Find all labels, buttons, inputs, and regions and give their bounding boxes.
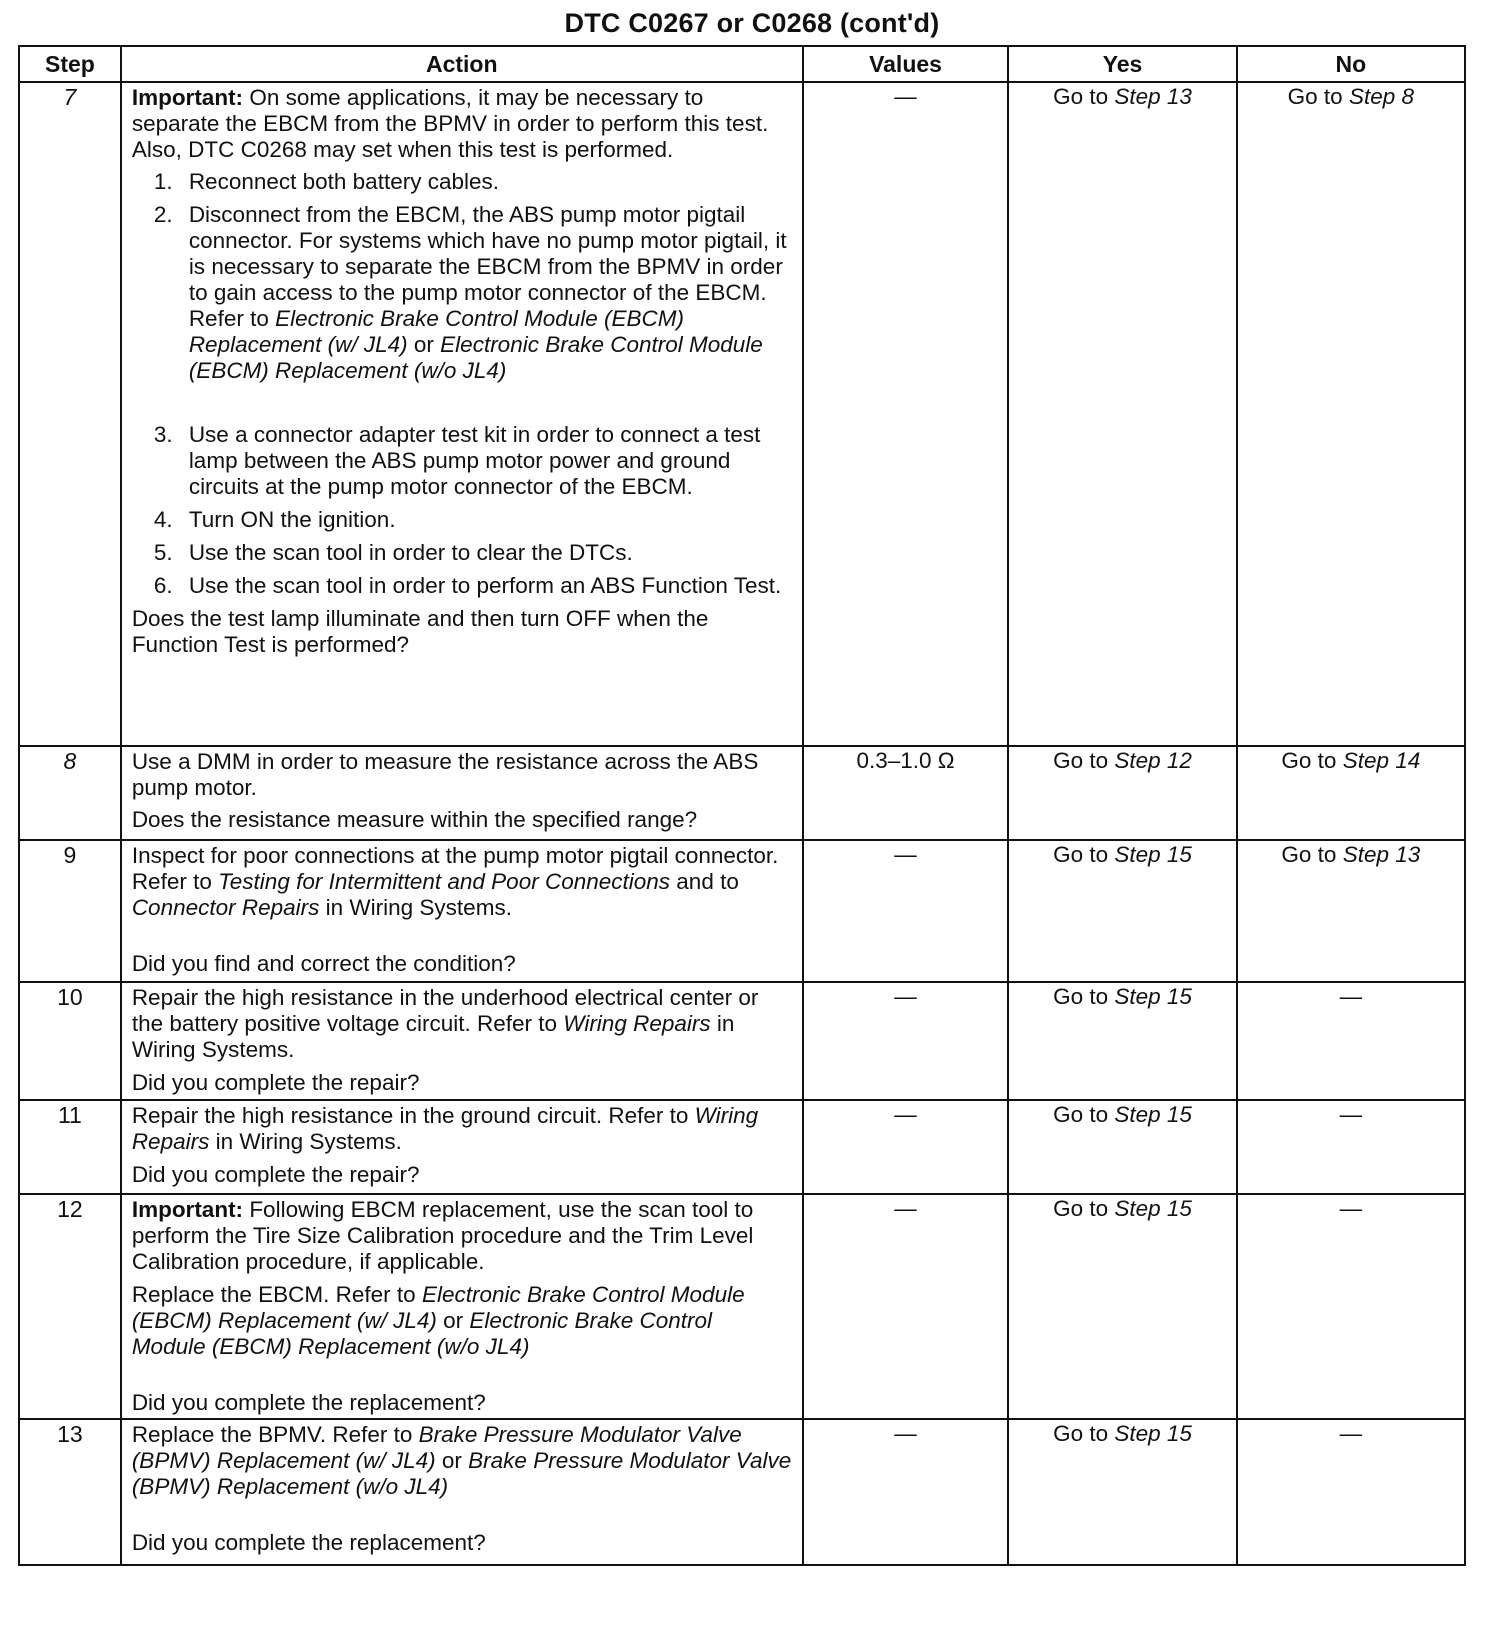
action-cell	[121, 82, 803, 746]
action-cell: Replace the BPMV. Refer to Brake Pressure Modulator Valve (BPMV) Replacement (w/ JL4) or Brake Pressure Modulator Valve (BPMV) Replacement (w/o JL4) Did you complete the replacement?	[121, 1419, 803, 1565]
no-cell: Go to Step 13	[1237, 840, 1465, 982]
reference-link: Electronic Brake Control Module (EBCM) Replacement (w/o JL4)	[188, 332, 763, 383]
list-item: 4. Turn ON the ignition.	[153, 507, 396, 532]
list-item: 3. Use a connector adapter test kit in order to connect a test lamp between the ABS pump motor power and ground circuits at the pump motor connector of the EBCM.	[153, 422, 761, 499]
important-label: Important:	[131, 85, 244, 110]
table-row	[19, 746, 1465, 840]
values-cell: —	[803, 1194, 1009, 1419]
yes-cell: Go to Step 15	[1008, 1194, 1236, 1419]
page-title: DTC C0267 or C0268 (cont'd)	[564, 8, 940, 38]
reference-link: Wiring Repairs	[563, 1011, 711, 1036]
step-reference: Step 14	[1342, 748, 1421, 773]
column-header-no: No	[1237, 46, 1465, 82]
no-cell: —	[1237, 982, 1465, 1100]
step-reference: Step 15	[1114, 1196, 1192, 1221]
step-number: 7	[19, 82, 121, 746]
reference-link: Electronic Brake Control Module (EBCM) Replacement (w/ JL4)	[188, 306, 684, 357]
yes-cell: Go to Step 15	[1008, 1419, 1236, 1565]
table-row	[19, 1100, 1465, 1194]
step-reference: Step 12	[1114, 748, 1192, 773]
step-reference: Step 15	[1114, 984, 1192, 1009]
list-item: 6. Use the scan tool in order to perform an ABS Function Test.	[153, 573, 782, 598]
yes-cell: Go to Step 15	[1008, 840, 1236, 982]
no-cell: Go to Step 8	[1237, 82, 1465, 746]
reference-link: Electronic Brake Control Module (EBCM) Replacement (w/o JL4)	[131, 1308, 713, 1359]
column-header-action: Action	[121, 46, 803, 82]
list-item: 1. Reconnect both battery cables.	[153, 169, 500, 194]
yes-cell: Go to Step 13	[1008, 82, 1236, 746]
yes-cell: Go to Step 12	[1008, 746, 1236, 840]
reference-link: Testing for Intermittent and Poor Connections	[218, 869, 671, 894]
step-number: 12	[19, 1194, 121, 1419]
table-row	[19, 82, 1465, 746]
step-reference: Step 13	[1342, 842, 1421, 867]
question-text: Did you complete the repair?	[131, 1070, 420, 1095]
column-header-step: Step	[19, 46, 121, 82]
step-number: 8	[19, 746, 121, 840]
question-text: Did you complete the replacement?	[131, 1390, 486, 1415]
no-cell: —	[1237, 1194, 1465, 1419]
action-cell: Important: Following EBCM replacement, use the scan tool to perform the Tire Size Calibration procedure and the Trim Level Calibration procedure, if applicable. Replace the EBCM. Refer to Electronic Brake Control Module (EBCM) Replacement (w/ JL4) or Electronic Brake Control Module (EBCM) Replacement (w/o JL4) Did you complete the replacement?	[121, 1194, 803, 1419]
reference-link: Wiring Repairs	[131, 1103, 759, 1154]
action-cell: Repair the high resistance in the ground circuit. Refer to Wiring Repairs in Wiring Systems. Did you complete the repair?	[121, 1100, 803, 1194]
list-item: 2. Disconnect from the EBCM, the ABS pump motor pigtail connector. For systems which have no pump motor pigtail, it is necessary to separate the EBCM from the BPMV in order to gain access to the pump motor connector of the EBCM. Refer to Electronic Brake Control Module (EBCM) Replacement (w/ JL4) or Electronic Brake Control Module (EBCM) Replacement (w/o JL4)	[153, 202, 787, 383]
values-cell: —	[803, 1100, 1009, 1194]
step-number: 11	[19, 1100, 121, 1194]
reference-link: Brake Pressure Modulator Valve (BPMV) Replacement (w/ JL4)	[131, 1422, 742, 1473]
table-row	[19, 840, 1465, 982]
yes-cell: Go to Step 15	[1008, 982, 1236, 1100]
no-cell: —	[1237, 1419, 1465, 1565]
step-number: 10	[19, 982, 121, 1100]
step-reference: Step 15	[1114, 1421, 1192, 1446]
important-note: Important: Following EBCM replacement, use the scan tool to perform the Tire Size Calibration procedure and the Trim Level Calibration procedure, if applicable.	[131, 1197, 754, 1274]
question-text: Does the test lamp illuminate and then turn OFF when the Function Test is performed?	[131, 606, 709, 657]
important-label: Important:	[131, 1197, 244, 1222]
step-reference: Step 13	[1114, 84, 1192, 109]
step-reference: Step 15	[1114, 1102, 1192, 1127]
no-cell: Go to Step 14	[1237, 746, 1465, 840]
step-reference: Step 8	[1348, 84, 1415, 109]
values-cell: —	[803, 840, 1009, 982]
question-text: Did you complete the replacement?	[131, 1530, 486, 1555]
question-text: Did you complete the repair?	[131, 1162, 420, 1187]
action-cell: Inspect for poor connections at the pump motor pigtail connector. Refer to Testing for Intermittent and Poor Connections and to Connector Repairs in Wiring Systems. Did you find and correct the condition?	[121, 840, 803, 982]
reference-link: Electronic Brake Control Module (EBCM) Replacement (w/ JL4)	[131, 1282, 745, 1333]
important-note: Important: On some applications, it may be necessary to separate the EBCM from the BPMV in order to perform this test. Also, DTC C0268 may set when this test is performed.	[131, 85, 769, 162]
column-header-values: Values	[803, 46, 1009, 82]
no-cell: —	[1237, 1100, 1465, 1194]
values-cell: —	[803, 1419, 1009, 1565]
diagnostic-table	[18, 45, 1466, 1566]
step-reference: Step 15	[1114, 842, 1192, 867]
yes-cell: Go to Step 15	[1008, 1100, 1236, 1194]
reference-link: Connector Repairs	[131, 895, 320, 920]
action-cell: Use a DMM in order to measure the resistance across the ABS pump motor. Does the resistance measure within the specified range?	[121, 746, 803, 840]
question-text: Did you find and correct the condition?	[131, 951, 516, 976]
table-row	[19, 982, 1465, 1100]
procedure-list	[132, 169, 792, 599]
reference-link: Brake Pressure Modulator Valve (BPMV) Replacement (w/o JL4)	[131, 1448, 792, 1499]
table-row	[19, 1419, 1465, 1565]
action-cell: Repair the high resistance in the underhood electrical center or the battery positive voltage circuit. Refer to Wiring Repairs in Wiring Systems. Did you complete the repair?	[121, 982, 803, 1100]
list-item: 5. Use the scan tool in order to clear the DTCs.	[153, 540, 633, 565]
table-header-row	[19, 46, 1465, 82]
table-row	[19, 1194, 1465, 1419]
step-number: 13	[19, 1419, 121, 1565]
values-cell: —	[803, 982, 1009, 1100]
column-header-yes: Yes	[1008, 46, 1236, 82]
values-cell: 0.3–1.0 Ω	[803, 746, 1009, 840]
step-number: 9	[19, 840, 121, 982]
question-text: Does the resistance measure within the specified range?	[131, 807, 698, 832]
values-cell: —	[803, 82, 1009, 746]
